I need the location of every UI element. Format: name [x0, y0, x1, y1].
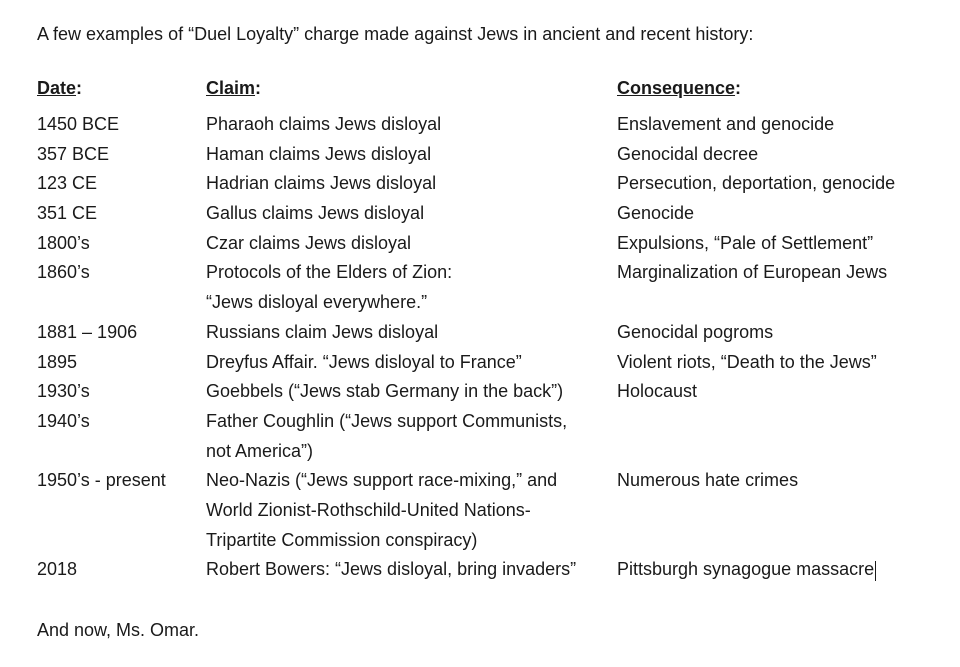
table-row	[37, 555, 937, 585]
row-consequence: Genocide	[617, 203, 695, 224]
row-consequence: Holocaust	[617, 381, 698, 402]
row-date: 1930’s	[37, 381, 90, 402]
history-table	[37, 76, 937, 585]
row-claim-line: Gallus claims Jews disloyal	[206, 203, 425, 224]
row-consequence: Pittsburgh synagogue massacre	[617, 559, 875, 580]
row-claim-line: Goebbels (“Jews stab Germany in the back”)	[206, 381, 564, 402]
row-date: 1860’s	[37, 262, 90, 283]
header-consequence-colon: :	[735, 78, 742, 98]
row-date: 1950’s - present	[37, 470, 166, 491]
outro-text: And now, Ms. Omar.	[37, 620, 200, 640]
row-date: 1800’s	[37, 232, 90, 253]
table-row	[37, 199, 937, 229]
row-claim-line: Dreyfus Affair. “Jews disloyal to France”	[206, 351, 522, 372]
table-row	[37, 466, 937, 555]
table-row	[37, 318, 937, 348]
header-consequence: Consequence	[617, 78, 736, 98]
table-row	[37, 407, 937, 466]
row-claim-line: Pharaoh claims Jews disloyal	[206, 114, 442, 134]
row-claim-line: World Zionist-Rothschild-United Nations-	[206, 499, 531, 520]
table-row	[37, 258, 937, 317]
header-date: Date	[37, 78, 77, 98]
row-date: 1895	[37, 351, 78, 372]
row-claim-line: Protocols of the Elders of Zion:	[206, 262, 453, 283]
row-claim-line: Haman claims Jews disloyal	[206, 143, 432, 164]
row-claim-line: not America”)	[206, 440, 314, 461]
row-consequence: Expulsions, “Pale of Settlement”	[617, 232, 874, 253]
table-row	[37, 140, 937, 170]
text-cursor	[875, 561, 876, 581]
table-row	[37, 377, 937, 407]
row-claim-line: Tripartite Commission conspiracy)	[206, 529, 478, 550]
header-claim-colon: :	[255, 78, 262, 98]
row-date: 1881 – 1906	[37, 321, 138, 342]
row-consequence: Genocidal pogroms	[617, 321, 774, 342]
row-claim-line: “Jews disloyal everywhere.”	[206, 292, 428, 313]
table-header	[37, 76, 937, 100]
row-consequence: Violent riots, “Death to the Jews”	[617, 351, 877, 372]
header-date-colon: :	[76, 78, 83, 98]
table-body	[37, 110, 937, 585]
table-row	[37, 229, 937, 259]
intro-text: A few examples of “Duel Loyalty” charge made against Jews in ancient and recent history:	[37, 24, 754, 44]
header-claim: Claim	[206, 78, 256, 98]
row-claim-line: Robert Bowers: “Jews disloyal, bring invaders”	[206, 559, 577, 580]
row-consequence: Persecution, deportation, genocide	[617, 173, 896, 194]
row-date: 357 BCE	[37, 143, 110, 164]
row-consequence: Genocidal decree	[617, 143, 759, 164]
table-row	[37, 169, 937, 199]
row-date: 1940’s	[37, 410, 90, 431]
row-consequence: Numerous hate crimes	[617, 470, 799, 491]
row-consequence: Marginalization of European Jews	[617, 262, 888, 283]
row-claim-line: Father Coughlin (“Jews support Communists,	[206, 410, 568, 431]
row-date: 123 CE	[37, 173, 98, 194]
table-row	[37, 110, 937, 140]
row-consequence: Enslavement and genocide	[617, 114, 835, 134]
row-claim-line: Czar claims Jews disloyal	[206, 232, 412, 253]
row-claim-line: Hadrian claims Jews disloyal	[206, 173, 437, 194]
row-claim-line: Neo-Nazis (“Jews support race-mixing,” and	[206, 470, 558, 491]
row-date: 2018	[37, 559, 78, 580]
row-claim-line: Russians claim Jews disloyal	[206, 321, 439, 342]
row-date: 1450 BCE	[37, 114, 120, 134]
table-row	[37, 348, 937, 378]
row-date: 351 CE	[37, 203, 98, 224]
